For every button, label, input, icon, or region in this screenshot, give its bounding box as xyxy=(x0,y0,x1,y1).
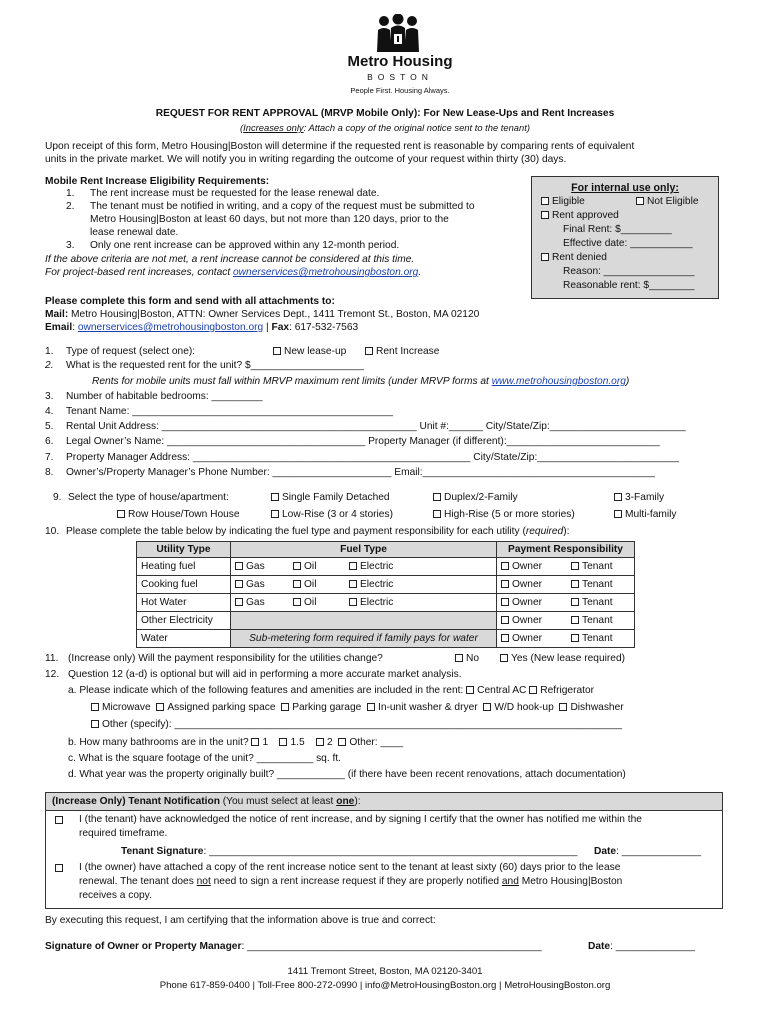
q1-number: 1. xyxy=(45,346,54,357)
q11-no: No xyxy=(455,653,479,665)
internal-effective-date: Effective date: ___________ xyxy=(563,238,693,249)
high-rise-checkbox[interactable] xyxy=(433,510,441,518)
parking-garage-checkbox[interactable] xyxy=(281,703,289,711)
logo-tagline: People First. Housing Always. xyxy=(350,86,450,95)
tenant-checkbox[interactable] xyxy=(571,634,579,642)
owner-checkbox[interactable] xyxy=(501,562,509,570)
q9-low-rise: Low-Rise (3 or 4 stories) xyxy=(271,509,393,521)
tenant-ack-checkbox-wrap xyxy=(55,815,66,827)
utility-table-header xyxy=(137,542,635,558)
payment-options: Owner Tenant xyxy=(497,594,635,612)
rent-denied-checkbox[interactable] xyxy=(541,253,549,261)
header-fuel-type: Fuel Type xyxy=(231,542,497,558)
refrigerator-checkbox[interactable] xyxy=(529,686,537,694)
owner-manager-signature-date: Date: ______________ xyxy=(588,941,696,952)
intro-line-2: units in the private market. We will notify you in writing regarding the outcome of your request within thirty (30) days. xyxy=(45,154,567,165)
q9-three-family: 3-Family xyxy=(614,492,664,504)
q9-single-family: Single Family Detached xyxy=(271,492,390,504)
q12b-bathrooms: b. How many bathrooms are in the unit? 1 1.5 2 Other: ____ xyxy=(68,737,404,748)
q9-high-rise: High-Rise (5 or more stories) xyxy=(433,509,575,521)
gas-checkbox[interactable] xyxy=(235,562,243,570)
table-row xyxy=(137,558,635,576)
owner-services-email-link[interactable]: ownerservices@metrohousingboston.org xyxy=(233,267,419,278)
owner-ack-checkbox-wrap xyxy=(55,863,66,875)
tenant-checkbox[interactable] xyxy=(571,580,579,588)
internal-reasonable-rent: Reasonable rent: $________ xyxy=(563,280,695,291)
rent-increase-checkbox[interactable] xyxy=(365,347,373,355)
q11-number: 11. xyxy=(45,653,59,664)
internal-not-eligible: Not Eligible xyxy=(636,196,699,208)
multi-family-checkbox[interactable] xyxy=(614,510,622,518)
fuel-options: Gas Oil Electric xyxy=(231,594,497,612)
table-row xyxy=(137,576,635,594)
q9-row-house: Row House/Town House xyxy=(117,509,240,521)
logo-name: Metro Housing xyxy=(347,53,453,70)
fuel-options: Gas Oil Electric xyxy=(231,576,497,594)
footer-contacts: Phone 617-859-0400 | Toll-Free 800-272-0990 | info@MetroHousingBoston.org | MetroHousingBoston.org xyxy=(159,980,611,991)
q9-multi-family: Multi-family xyxy=(614,509,677,521)
tenant-ack-line-2: required timeframe. xyxy=(79,828,168,839)
internal-rent-denied: Rent denied xyxy=(541,252,607,264)
utility-table xyxy=(136,541,635,648)
electric-checkbox[interactable] xyxy=(349,580,357,588)
certify-statement: By executing this request, I am certifying that the information above is true and correct: xyxy=(45,915,436,926)
q1-option-new: New lease-up xyxy=(273,346,346,358)
tenant-signature-date: Date: ______________ xyxy=(594,846,702,857)
eligibility-note-1: If the above criteria are not met, a rent increase cannot be considered at this time. xyxy=(45,254,415,265)
payment-options: Owner Tenant xyxy=(497,558,635,576)
q6-owner-name: Legal Owner’s Name: ___________________________________ Property Manager (if different):___________________________ xyxy=(66,436,660,447)
owner-ack-line-1: I (the owner) have attached a copy of the rent increase notice sent to the tenant at least sixty (60) days prior to the lease xyxy=(79,862,621,873)
q2-note: Rents for mobile units must fall within MRVP maximum rent limits (under MRVP forms at www.metrohousingboston.org) xyxy=(92,376,630,387)
eligibility-note-2: For project-based rent increases, contact ownerservices@metrohousingboston.org. xyxy=(45,267,422,278)
owner-checkbox[interactable] xyxy=(501,580,509,588)
bath-1-checkbox[interactable] xyxy=(251,738,259,746)
q11-no-checkbox[interactable] xyxy=(455,654,463,662)
utility-name: Other Electricity xyxy=(137,612,231,630)
owner-ack-checkbox[interactable] xyxy=(55,864,63,872)
metro-website-link[interactable]: www.metrohousingboston.org xyxy=(491,376,626,387)
q5-number: 5. xyxy=(45,421,54,432)
duplex-checkbox[interactable] xyxy=(433,493,441,501)
bath-other-checkbox[interactable] xyxy=(338,738,346,746)
q12a-other: Other (specify): _______________________________________________________________________________ xyxy=(91,719,622,731)
tenant-checkbox[interactable] xyxy=(571,562,579,570)
form-title: REQUEST FOR RENT APPROVAL (MRVP Mobile Only): For New Lease-Ups and Rent Increases xyxy=(155,108,615,119)
eligibility-num-3: 3. xyxy=(66,240,75,251)
eligibility-num-1: 1. xyxy=(66,188,75,199)
internal-use-box xyxy=(531,176,719,299)
logo-city: BOSTON xyxy=(367,72,433,82)
gas-checkbox[interactable] xyxy=(235,580,243,588)
eligibility-item-2b: Metro Housing|Boston at least 60 days, but not more than 120 days, prior to the xyxy=(90,214,449,225)
submit-heading: Please complete this form and send with all attachments to: xyxy=(45,296,335,307)
central-ac-checkbox[interactable] xyxy=(466,686,474,694)
q9-number: 9. xyxy=(53,492,62,503)
header-payment-responsibility: Payment Responsibility xyxy=(497,542,635,558)
q6-number: 6. xyxy=(45,436,54,447)
q12a-amenities: Microwave Assigned parking space Parking garage In-unit washer & dryer W/D hook-up Dishwasher xyxy=(91,702,624,714)
submit-email-link[interactable]: ownerservices@metrohousingboston.org xyxy=(77,322,264,333)
owner-ack-line-3: receives a copy. xyxy=(79,890,152,901)
tenant-ack-line-1: I (the tenant) have acknowledged the notice of rent increase, and by signing I certify that the owner has notified me within the xyxy=(79,814,642,825)
q1-label: Type of request (select one): xyxy=(66,346,196,357)
footer-address: 1411 Tremont Street, Boston, MA 02120-3401 xyxy=(287,966,483,977)
dishwasher-checkbox[interactable] xyxy=(559,703,567,711)
q7-manager-address: Property Manager Address: _________________________________________________ City/State/Zip:_________________________ xyxy=(66,452,679,463)
payment-options: Owner Tenant xyxy=(497,630,635,648)
internal-eligible: Eligible xyxy=(541,196,585,208)
q4-tenant-name: Tenant Name: ______________________________________________ xyxy=(66,406,393,417)
form-subtitle: (Increases only: Attach a copy of the original notice sent to the tenant) xyxy=(240,122,530,133)
payment-options: Owner Tenant xyxy=(497,576,635,594)
fuel-options: Gas Oil Electric xyxy=(231,558,497,576)
notification-title: (Increase Only) Tenant Notification (You must select at least one): xyxy=(52,796,361,807)
tenant-notification-box xyxy=(45,792,723,909)
new-lease-up-checkbox[interactable] xyxy=(273,347,281,355)
oil-checkbox[interactable] xyxy=(293,598,301,606)
bath-2-checkbox[interactable] xyxy=(316,738,324,746)
gas-checkbox[interactable] xyxy=(235,598,243,606)
q12d-year-built: d. What year was the property originally built? ____________ (if there have been recent renovations, attach documentation) xyxy=(68,769,626,780)
rent-approved-checkbox[interactable] xyxy=(541,211,549,219)
table-row xyxy=(137,594,635,612)
q10-label: Please complete the table below by indicating the fuel type and payment responsibility for each utility (required): xyxy=(66,526,570,537)
q4-number: 4. xyxy=(45,406,54,417)
q9-label: Select the type of house/apartment: xyxy=(68,492,229,503)
owner-ack-line-2: renewal. The tenant does not need to sign a rent increase request if they are properly notified and Metro Housing|Boston xyxy=(79,876,623,887)
internal-reason: Reason: ________________ xyxy=(563,266,695,277)
tenant-signature: Tenant Signature: _________________________________________________________________ xyxy=(121,846,578,857)
oil-checkbox[interactable] xyxy=(293,580,301,588)
single-family-checkbox[interactable] xyxy=(271,493,279,501)
notification-header xyxy=(46,793,722,811)
payment-options: Owner Tenant xyxy=(497,612,635,630)
row-house-checkbox[interactable] xyxy=(117,510,125,518)
washer-dryer-checkbox[interactable] xyxy=(367,703,375,711)
q1-option-increase: Rent Increase xyxy=(365,346,439,358)
bath-1-5-checkbox[interactable] xyxy=(279,738,287,746)
eligibility-item-2: The tenant must be notified in writing, and a copy of the request must be submitted to xyxy=(90,201,475,212)
q2-number: 2. xyxy=(45,360,54,371)
not-eligible-checkbox[interactable] xyxy=(636,197,644,205)
eligibility-item-3: Only one rent increase can be approved within any 12-month period. xyxy=(90,240,400,251)
fuel-options-disabled xyxy=(231,612,497,630)
tenant-checkbox[interactable] xyxy=(571,616,579,624)
q11-yes: Yes (New lease required) xyxy=(500,653,625,665)
eligible-checkbox[interactable] xyxy=(541,197,549,205)
owner-manager-signature: Signature of Owner or Property Manager: ____________________________________________________ xyxy=(45,941,542,952)
submit-email-fax: Email: ownerservices@metrohousingboston.org | Fax: 617-532-7563 xyxy=(45,322,359,333)
eligibility-heading: Mobile Rent Increase Eligibility Requirements: xyxy=(45,176,270,187)
tenant-checkbox[interactable] xyxy=(571,598,579,606)
microwave-checkbox[interactable] xyxy=(91,703,99,711)
q8-number: 8. xyxy=(45,467,54,478)
q12-number: 12. xyxy=(45,669,60,680)
internal-rent-approved: Rent approved xyxy=(541,210,619,222)
utility-name: Hot Water xyxy=(137,594,231,612)
q9-duplex: Duplex/2-Family xyxy=(433,492,518,504)
metro-housing-logo xyxy=(330,14,470,100)
owner-checkbox[interactable] xyxy=(501,616,509,624)
q11-yes-checkbox[interactable] xyxy=(500,654,508,662)
owner-checkbox[interactable] xyxy=(501,634,509,642)
tenant-ack-checkbox[interactable] xyxy=(55,816,63,824)
eligibility-item-2c: lease renewal date. xyxy=(90,227,179,238)
header-utility-type: Utility Type xyxy=(137,542,231,558)
q11-label: (Increase only) Will the payment responsibility for the utilities change? xyxy=(68,653,383,664)
q12c-square-footage: c. What is the square footage of the unit? __________ sq. ft. xyxy=(68,753,341,764)
internal-final-rent: Final Rent: $_________ xyxy=(563,224,672,235)
q10-number: 10. xyxy=(45,526,60,537)
q3-number: 3. xyxy=(45,391,54,402)
table-row xyxy=(137,630,635,648)
electric-checkbox[interactable] xyxy=(349,598,357,606)
q7-number: 7. xyxy=(45,452,54,463)
internal-title: For internal use only: xyxy=(571,182,679,194)
q12a-label: a. Please indicate which of the following features and amenities are included in the rent: Central AC Refrigerator xyxy=(68,685,595,696)
q12-label: Question 12 (a-d) is optional but will aid in performing a more accurate market analysis. xyxy=(68,669,462,680)
submeter-note: Sub-metering form required if family pays for water xyxy=(231,630,497,648)
wd-hookup-checkbox[interactable] xyxy=(483,703,491,711)
q5-rental-address: Rental Unit Address: _____________________________________________ Unit #:______ City/State/Zip:________________________ xyxy=(66,421,686,432)
q2-label: What is the requested rent for the unit? $____________________ xyxy=(66,360,364,371)
eligibility-item-1: The rent increase must be requested for the lease renewal date. xyxy=(90,188,380,199)
assigned-parking-checkbox[interactable] xyxy=(156,703,164,711)
three-family-checkbox[interactable] xyxy=(614,493,622,501)
oil-checkbox[interactable] xyxy=(293,562,301,570)
owner-checkbox[interactable] xyxy=(501,598,509,606)
q8-phone-email: Owner’s/Property Manager’s Phone Number: _____________________ Email:_________________________________________ xyxy=(66,467,655,478)
submit-mail: Mail: Metro Housing|Boston, ATTN: Owner Services Dept., 1411 Tremont St., Boston, MA 02120 xyxy=(45,309,480,320)
electric-checkbox[interactable] xyxy=(349,562,357,570)
other-amenity-checkbox[interactable] xyxy=(91,720,99,728)
eligibility-num-2: 2. xyxy=(66,201,75,212)
utility-name: Cooking fuel xyxy=(137,576,231,594)
low-rise-checkbox[interactable] xyxy=(271,510,279,518)
intro-line-1: Upon receipt of this form, Metro Housing|Boston will determine if the requested rent is reasonable by comparing rents of equivalent xyxy=(45,141,635,152)
family-figures-icon xyxy=(375,14,421,52)
q3-bedrooms: Number of habitable bedrooms: _________ xyxy=(66,391,263,402)
utility-name: Water xyxy=(137,630,231,648)
table-row xyxy=(137,612,635,630)
utility-name: Heating fuel xyxy=(137,558,231,576)
